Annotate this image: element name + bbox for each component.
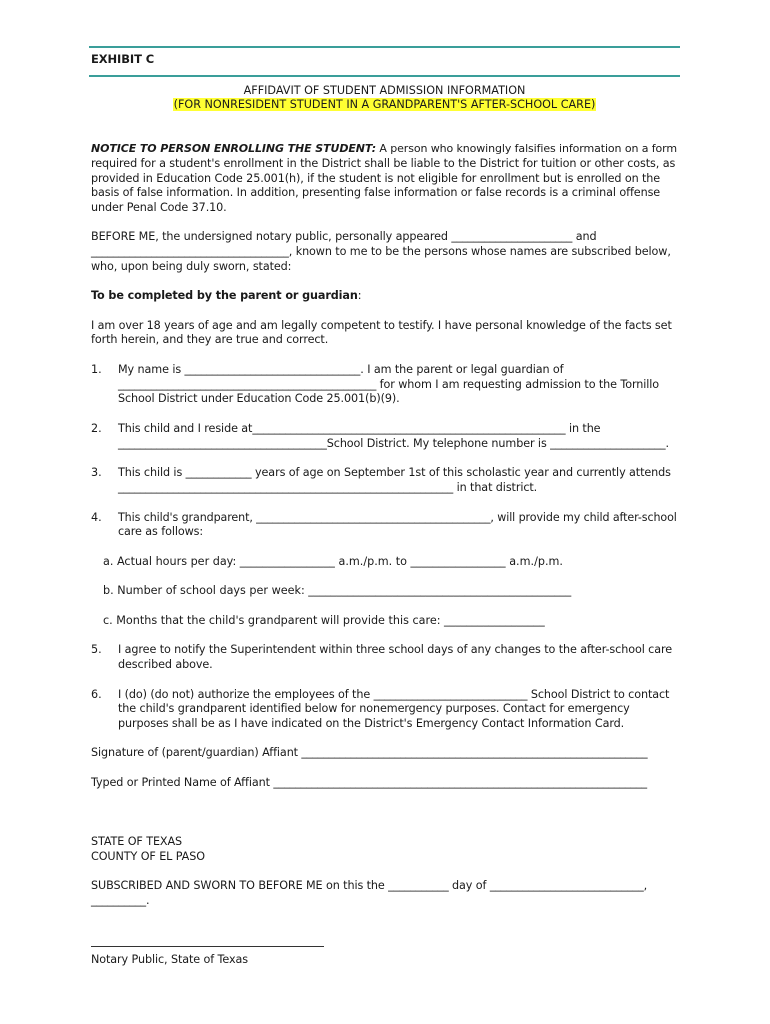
notary-signature-line — [91, 946, 324, 947]
item-4-line-2: care as follows: — [118, 525, 204, 538]
intro-line-2: forth herein, and they are true and correct. — [91, 333, 329, 346]
item-5-line-2: described above. — [118, 658, 213, 671]
county-label: COUNTY OF EL PASO — [91, 850, 205, 863]
header-rule — [89, 75, 680, 77]
before-me-line-1: BEFORE ME, the undersigned notary public, personally appeared ______________________ and — [91, 230, 597, 243]
subitem-b: b. Number of school days per week: _______________________________________________ — [103, 584, 572, 597]
notice-line-5: under Penal Code 37.10. — [91, 201, 227, 214]
item-6-number: 6. — [91, 688, 102, 701]
item-6-line-1: I (do) (do not) authorize the employees of the ____________________________ School District to contact — [118, 688, 670, 701]
item-3-line-1: This child is ____________ years of age on September 1st of this scholastic year and currently attends — [118, 466, 671, 479]
state-label: STATE OF TEXAS — [91, 835, 183, 848]
subitem-c: c. Months that the child's grandparent will provide this care: __________________ — [103, 614, 545, 627]
signature-line: Signature of (parent/guardian) Affiant _______________________________________________________________ — [91, 746, 648, 759]
item-2-number: 2. — [91, 422, 102, 435]
subitem-a: a. Actual hours per day: _________________ a.m./p.m. to _________________ a.m./p.m. — [103, 555, 563, 568]
sworn-line-1: SUBSCRIBED AND SWORN TO BEFORE ME on this the ___________ day of ____________________________, — [91, 879, 648, 892]
notice-heading: NOTICE TO PERSON ENROLLING THE STUDENT: — [91, 142, 376, 155]
item-6-line-3: purposes shall be as I have indicated on the District's Emergency Contact Information Card. — [118, 717, 625, 730]
item-2-line-2: ______________________________________School District. My telephone number is _____________________. — [118, 437, 669, 450]
item-6-line-2: the child's grandparent identified below for nonemergency purposes. Contact for emergency — [118, 702, 630, 715]
notice-line-2: required for a student's enrollment in the District shall be liable to the District for tuition or other costs, as — [91, 157, 676, 170]
item-1-line-2: _______________________________________________ for whom I am requesting admission to the Tornillo — [118, 378, 660, 391]
intro-line-1: I am over 18 years of age and am legally competent to testify. I have personal knowledge of the facts set — [91, 319, 672, 332]
before-me-line-3: who, upon being duly sworn, stated: — [91, 260, 292, 273]
document-subtitle — [89, 97, 680, 112]
item-1-number: 1. — [91, 363, 102, 376]
item-4-number: 4. — [91, 511, 102, 524]
sworn-line-2: __________. — [91, 894, 150, 907]
top-rule — [89, 46, 680, 48]
item-4-line-1: This child's grandparent, ___________________________________________, will provide my child after-school — [118, 511, 677, 524]
item-1-line-1: My name is ________________________________. I am the parent or legal guardian of — [118, 363, 564, 376]
exhibit-label: EXHIBIT C — [91, 52, 155, 66]
item-5-number: 5. — [91, 643, 102, 656]
item-3-number: 3. — [91, 466, 102, 479]
item-5-line-1: I agree to notify the Superintendent within three school days of any changes to the after-school care — [118, 643, 672, 656]
notice-line-4: basis of false information. In addition, presenting false information or false records is a criminal offense — [91, 186, 661, 199]
notary-label: Notary Public, State of Texas — [91, 953, 248, 966]
notice-line-3: provided in Education Code 25.001(h), if the student is not eligible for enrollment but is enrolled on the — [91, 172, 661, 185]
notice-line-1: NOTICE TO PERSON ENROLLING THE STUDENT: A person who knowingly falsifies information on a form — [91, 142, 678, 155]
before-me-line-2: ____________________________________, known to me to be the persons whose names are subscribed below, — [91, 245, 671, 258]
item-1-line-3: School District under Education Code 25.001(b)(9). — [118, 392, 400, 405]
item-3-line-2: _____________________________________________________________ in that district. — [118, 481, 538, 494]
subtitle-highlight: (FOR NONRESIDENT STUDENT IN A GRANDPARENT'S AFTER-SCHOOL CARE) — [173, 98, 596, 111]
item-2-line-1: This child and I reside at_________________________________________________________ in the — [118, 422, 601, 435]
document-title: AFFIDAVIT OF STUDENT ADMISSION INFORMATION — [243, 84, 526, 97]
printed-name-line: Typed or Printed Name of Affiant ____________________________________________________________________ — [91, 776, 647, 789]
parent-section-heading: To be completed by the parent or guardian: — [91, 289, 362, 302]
